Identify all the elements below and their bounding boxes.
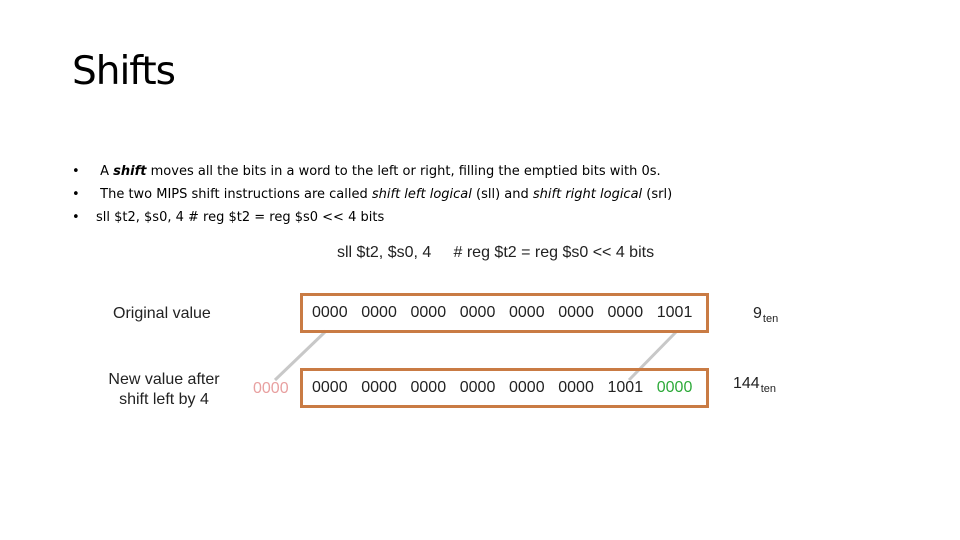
- base-suffix: ten: [762, 313, 779, 325]
- original-nibble: 0000: [410, 304, 447, 321]
- original-decimal-value: [753, 305, 778, 325]
- original-nibble: 0000: [361, 304, 397, 321]
- new-nibble: 0000: [509, 379, 545, 396]
- base-suffix: ten: [760, 383, 776, 395]
- bullet-text-post: (srl): [642, 187, 673, 202]
- original-nibble: 1001: [656, 304, 693, 321]
- instruction-text: sll $t2, $s0, 4 # reg $t2 = reg $s0 << 4 bits: [337, 244, 655, 261]
- shifted-out-bits: 0000: [253, 380, 289, 397]
- original-nibble: 0000: [509, 304, 545, 321]
- new-nibble: 0000: [410, 379, 447, 396]
- new-decimal-value: [733, 375, 776, 395]
- new-nibble: 0000: [312, 379, 348, 396]
- new-value-label-line2: shift left by 4: [119, 391, 209, 408]
- original-register-box: [300, 293, 709, 333]
- filled-zero-nibble: 0000: [656, 379, 693, 396]
- bullet-dot-icon: •: [72, 164, 80, 179]
- new-nibble: 0000: [558, 379, 594, 396]
- new-nibble: 0000: [361, 379, 397, 396]
- original-nibble: 0000: [558, 304, 594, 321]
- original-decimal-number: 9: [753, 305, 762, 322]
- page-title: Shifts: [72, 49, 175, 94]
- new-nibble: 1001: [607, 379, 644, 396]
- new-value-label-line1: New value after: [108, 371, 220, 388]
- bullet-text-pre: The two MIPS shift instructions are called: [96, 187, 372, 202]
- original-value-label: Original value: [113, 305, 211, 322]
- bullet-text: sll $t2, $s0, 4 # reg $t2 = reg $s0 << 4 bits: [96, 210, 385, 225]
- original-nibble: 0000: [607, 304, 644, 321]
- bullet-text-post: moves all the bits in a word to the left or right, filling the emptied bits with 0s.: [146, 164, 661, 179]
- bullet-text-pre: A: [96, 164, 114, 179]
- original-nibble: 0000: [312, 304, 348, 321]
- bullet-dot-icon: •: [72, 187, 80, 202]
- new-decimal-number: 144: [733, 375, 760, 392]
- bullet-emphasis-sll: shift left logical: [371, 187, 472, 202]
- original-nibble: 0000: [459, 304, 496, 321]
- bullet-emphasis: shift: [113, 164, 147, 179]
- new-value-label: [100, 370, 228, 410]
- bullet-text-mid: (sll) and: [471, 187, 533, 202]
- new-register-box: [300, 368, 709, 408]
- bullet-emphasis-srl: shift right logical: [532, 187, 643, 202]
- new-nibble: 0000: [459, 379, 496, 396]
- bullet-dot-icon: •: [72, 210, 80, 225]
